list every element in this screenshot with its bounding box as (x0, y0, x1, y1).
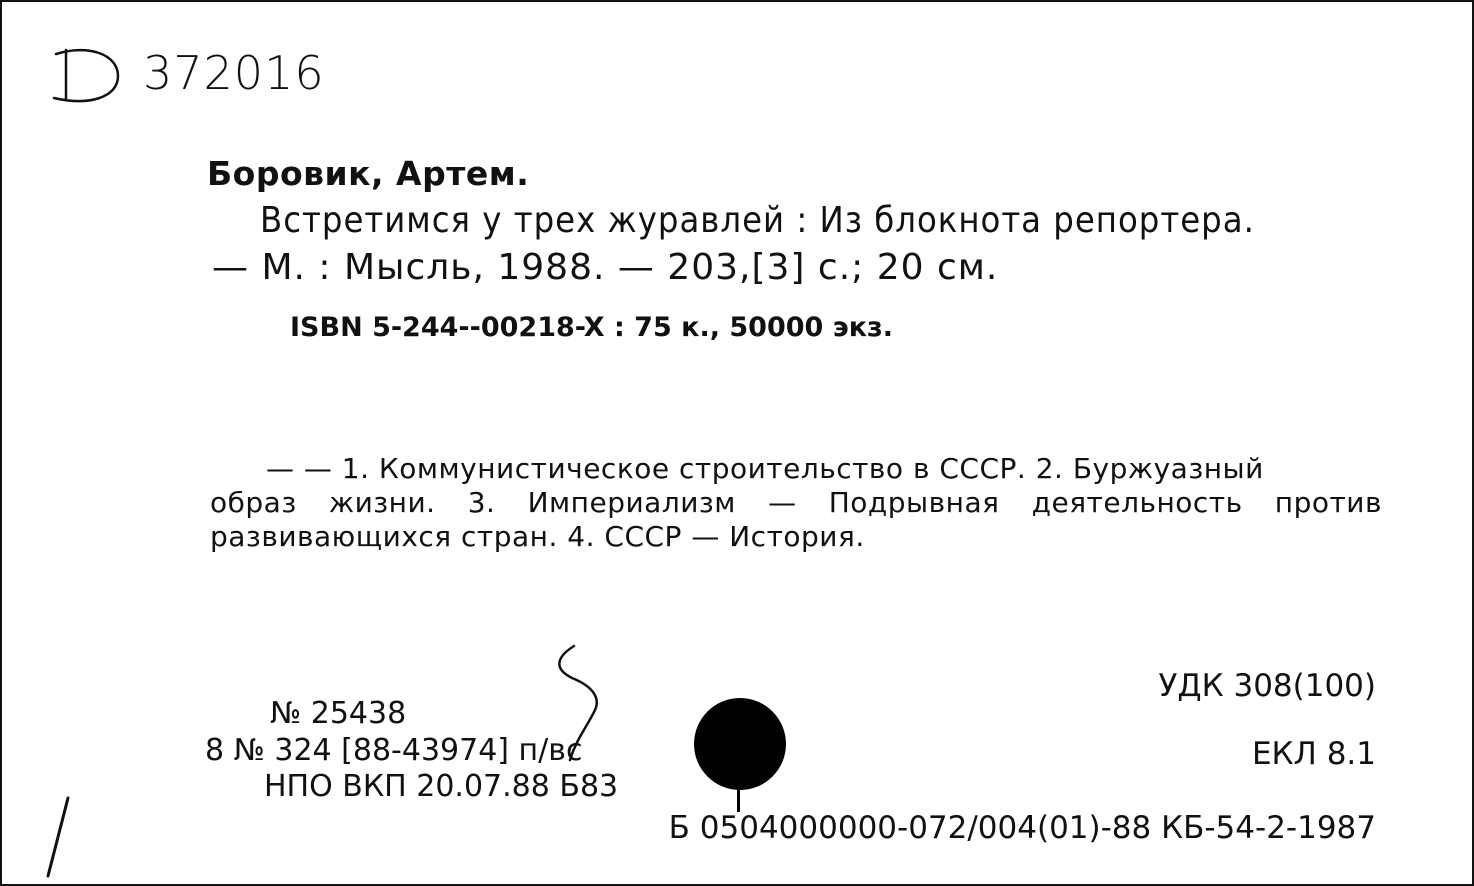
punched-hole-stem (737, 782, 740, 812)
imprint-statement: — М. : Мысль, 1988. — 203,[3] с.; 20 см. (212, 247, 999, 288)
punched-hole-dot (694, 698, 786, 790)
catalog-code-line: Б 0504000000-072/004(01)-88 КБ-54-2-1987 (668, 810, 1376, 846)
udk-classification: УДК 308(100) (1158, 668, 1376, 704)
order-number-line: 8 № 324 [88-43974] п/вс (205, 733, 583, 768)
call-number (48, 44, 348, 114)
handwritten-d-mark (48, 44, 143, 114)
subject-headings-line1: — — 1. Коммунистическое строительство в СССР. 2. Буржуазный (266, 452, 1264, 485)
title-statement: Встретимся у трех журавлей : Из блокнота репортера. (260, 200, 1255, 241)
isbn-price-line: ISBN 5-244--00218-X : 75 к., 50000 экз. (290, 312, 894, 343)
subject-headings (210, 452, 1382, 554)
ekl-classification: ЕКЛ 8.1 (1251, 736, 1376, 772)
registration-number: № 25438 (270, 696, 407, 731)
call-number-value: 372016 (143, 46, 325, 100)
subject-headings-rest: образ жизни. 3. Империализм — Подрывная деятельность против развивающихся стран. 4. СССР — История. (210, 486, 1382, 553)
handwritten-check-mark (522, 642, 632, 772)
handwritten-slash-mark (32, 792, 82, 882)
printing-info-line: НПО ВКП 20.07.88 Б83 (264, 769, 619, 804)
author-heading: Боровик, Артем. (207, 154, 530, 193)
